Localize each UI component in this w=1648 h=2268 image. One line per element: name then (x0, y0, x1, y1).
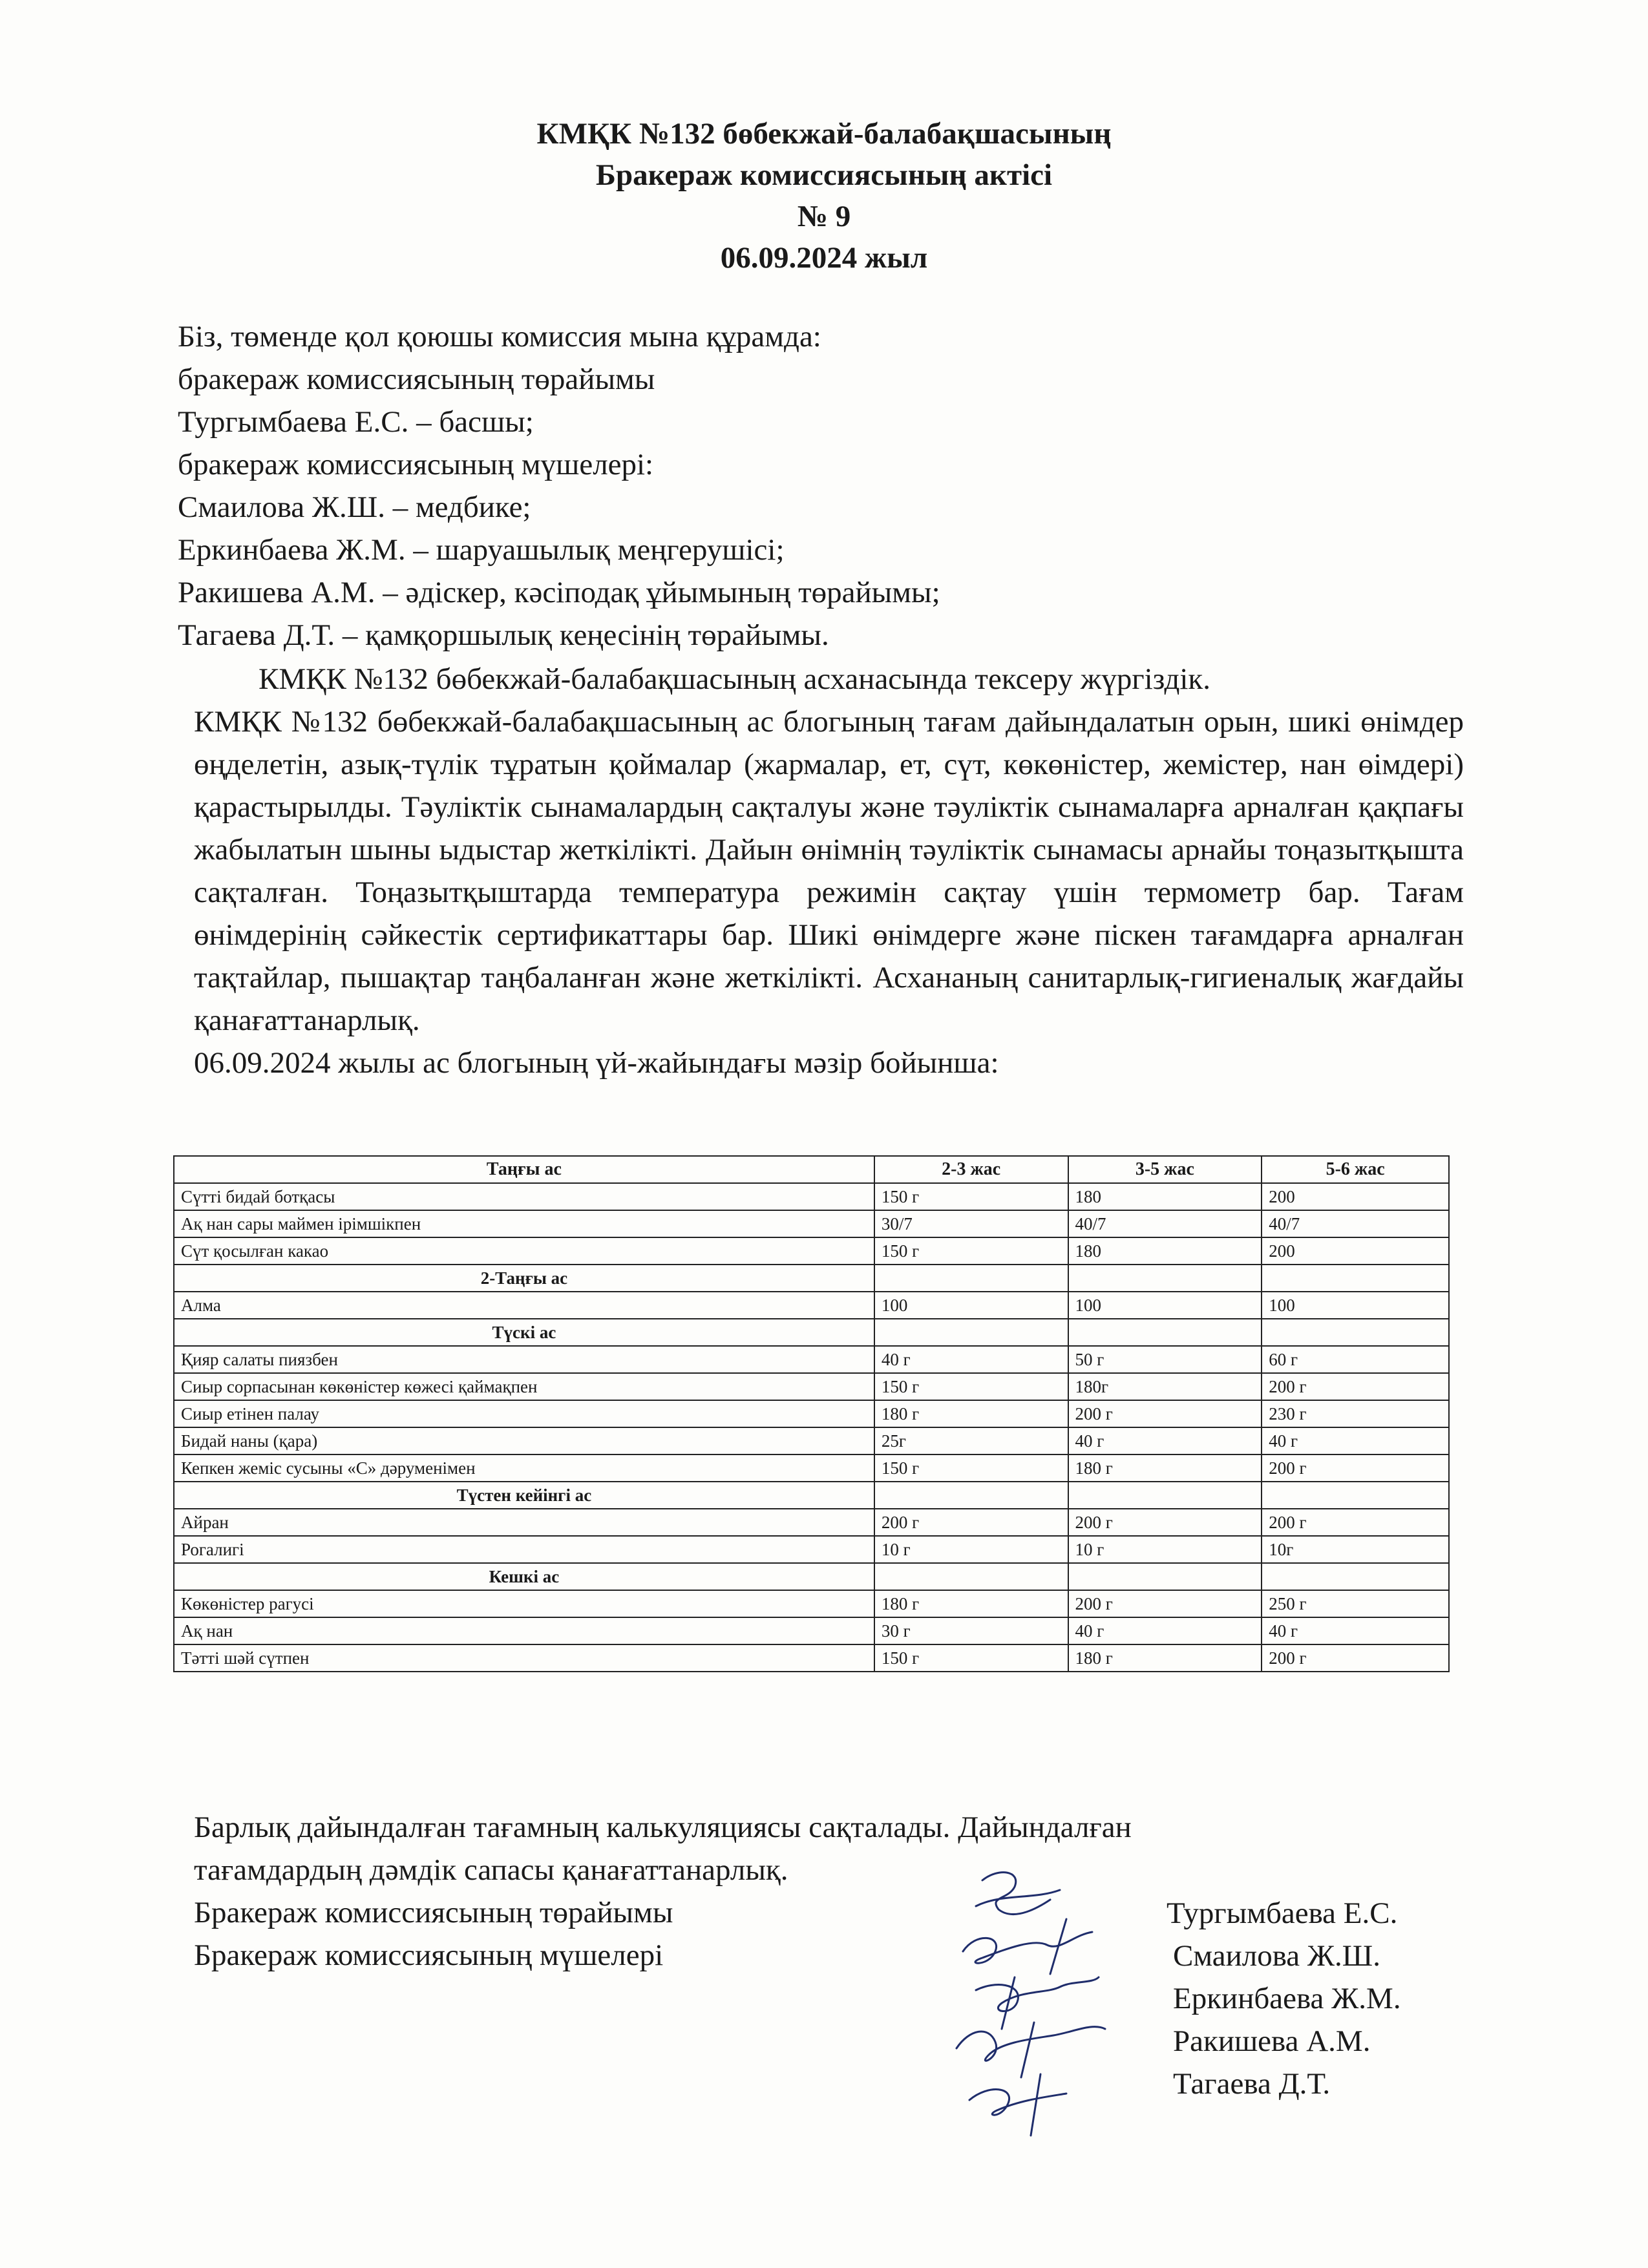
portion-3-5: 180г (1068, 1373, 1262, 1400)
signer-name: Ракишева А.М. (1173, 2024, 1371, 2058)
empty-cell (1262, 1265, 1449, 1292)
meal-section-title: Түстен кейінгі ас (174, 1482, 874, 1509)
portion-3-5: 180 (1068, 1183, 1262, 1210)
empty-cell (874, 1563, 1068, 1590)
dish-row (174, 1183, 1449, 1210)
dish-name: Ақ нан (174, 1617, 874, 1644)
signer-names (1167, 1892, 1401, 2105)
closing-line: тағамдардың дәмдік сапасы қанағаттанарлық. (194, 1853, 788, 1887)
dish-name: Қияр салаты пиязбен (174, 1346, 874, 1373)
portion-3-5: 180 г (1068, 1454, 1262, 1482)
column-header: Таңғы ас (174, 1156, 874, 1183)
empty-cell (874, 1319, 1068, 1346)
column-header: 3-5 жас (1068, 1156, 1262, 1183)
dish-name: Ақ нан сары маймен ірімшікпен (174, 1210, 874, 1237)
empty-cell (1068, 1319, 1262, 1346)
meal-section-row (174, 1482, 1449, 1509)
portion-2-3: 150 г (874, 1644, 1068, 1672)
dish-name: Сиыр етінен палау (174, 1400, 874, 1427)
portion-5-6: 10г (1262, 1536, 1449, 1563)
portion-2-3: 150 г (874, 1237, 1068, 1265)
signer-name: Тагаева Д.Т. (1173, 2067, 1331, 2101)
empty-cell (1262, 1482, 1449, 1509)
empty-cell (1262, 1319, 1449, 1346)
dish-row (174, 1210, 1449, 1237)
dish-name: Алма (174, 1292, 874, 1319)
meal-section-title: 2-Таңғы ас (174, 1265, 874, 1292)
menu-intro-line: 06.09.2024 жылы ас блогының үй-жайындағы мәзір бойынша: (194, 1046, 999, 1080)
dish-row (174, 1644, 1449, 1672)
signer-name: Еркинбаева Ж.М. (1173, 1982, 1401, 2015)
portion-5-6: 200 (1262, 1237, 1449, 1265)
portion-2-3: 200 г (874, 1509, 1068, 1536)
meal-section-title: Түскі ас (174, 1319, 874, 1346)
dish-row (174, 1400, 1449, 1427)
intro-line: Еркинбаева Ж.М. – шаруашылық меңгерушісі; (178, 533, 785, 567)
portion-3-5: 40/7 (1068, 1210, 1262, 1237)
dish-row (174, 1427, 1449, 1454)
portion-3-5: 200 г (1068, 1400, 1262, 1427)
handwritten-signatures (937, 1861, 1150, 2139)
commission-intro (178, 315, 1470, 656)
signer-name: Тургымбаева Е.С. (1167, 1896, 1398, 1930)
dish-row (174, 1373, 1449, 1400)
portion-5-6: 250 г (1262, 1590, 1449, 1617)
meal-section-row (174, 1563, 1449, 1590)
portion-2-3: 150 г (874, 1183, 1068, 1210)
portion-5-6: 40/7 (1262, 1210, 1449, 1237)
portion-3-5: 180 г (1068, 1644, 1262, 1672)
intro-line: Тагаева Д.Т. – қамқоршылық кеңесінің төрайымы. (178, 618, 829, 652)
act-number: № 9 (797, 200, 851, 233)
portion-3-5: 100 (1068, 1292, 1262, 1319)
empty-cell (1068, 1482, 1262, 1509)
dish-name: Айран (174, 1509, 874, 1536)
empty-cell (1262, 1563, 1449, 1590)
dish-row (174, 1590, 1449, 1617)
intro-line: Смаилова Ж.Ш. – медбике; (178, 490, 531, 524)
portion-5-6: 200 г (1262, 1509, 1449, 1536)
portion-5-6: 200 г (1262, 1454, 1449, 1482)
dish-row (174, 1454, 1449, 1482)
meal-section-title: Кешкі ас (174, 1563, 874, 1590)
portion-3-5: 40 г (1068, 1427, 1262, 1454)
signature-strokes (956, 1873, 1105, 2136)
signer-name: Смаилова Ж.Ш. (1173, 1939, 1380, 1973)
portion-2-3: 40 г (874, 1346, 1068, 1373)
chairperson-label: Бракераж комиссиясының төрайымы (194, 1896, 673, 1929)
portion-5-6: 100 (1262, 1292, 1449, 1319)
column-header: 2-3 жас (874, 1156, 1068, 1183)
dish-name: Көкөністер рагусі (174, 1590, 874, 1617)
inspection-paragraph: КМҚК №132 бөбекжай-балабақшасының ас блогының тағам дайындалатын орын, шикі өнімдер өңделетін, азық-түлік тұратын қоймалар (жармалар, ет, сүт, көкөністер, жемістер, нан өімдері) қарастырылды. Тәуліктік сынамалардың сақталуы және тәуліктік сынамаларға арналған қақпағы жабылатын шыны ыдыстар жеткілікті. Дайын өнімнің тәуліктік сынамасы арнайы тоңазытқышта сақталған. Тоңазытқыштарда температура режимін сақтау үшін термометр бар. Тағам өнімдерінің сәйкестік сертификаттары бар. Шикі өнімдерге және піскен тағамдарға арналған тақтайлар, пышақтар таңбаланған және жеткілікті. Асхананың санитарлық-гигиеналық жағдайы қанағаттанарлық. (194, 705, 1464, 1037)
dish-row (174, 1237, 1449, 1265)
dish-name: Сиыр сорпасынан көкөністер көжесі қаймақпен (174, 1373, 874, 1400)
dish-name: Кепкен жеміс сусыны «С» дәруменімен (174, 1454, 874, 1482)
act-title: Бракераж комиссиясының актісі (595, 158, 1053, 192)
portion-3-5: 50 г (1068, 1346, 1262, 1373)
menu-table (173, 1155, 1450, 1672)
inspection-statement: КМҚК №132 бөбекжай-балабақшасының асханасында тексеру жүргіздік. (259, 662, 1210, 696)
dish-row (174, 1509, 1449, 1536)
menu-table-body (174, 1183, 1449, 1672)
organization-title: КМҚК №132 бөбекжай-балабақшасының (536, 117, 1112, 151)
empty-cell (874, 1482, 1068, 1509)
column-header: 5-6 жас (1262, 1156, 1449, 1183)
portion-2-3: 30 г (874, 1617, 1068, 1644)
dish-name: Тәтті шәй сүтпен (174, 1644, 874, 1672)
portion-2-3: 30/7 (874, 1210, 1068, 1237)
intro-line: Ракишева А.М. – әдіскер, кәсіподақ ұйымының төрайымы; (178, 576, 940, 609)
portion-5-6: 40 г (1262, 1427, 1449, 1454)
portion-5-6: 200 г (1262, 1373, 1449, 1400)
document-header (0, 113, 1648, 278)
portion-2-3: 25г (874, 1427, 1068, 1454)
dish-row (174, 1617, 1449, 1644)
dish-row (174, 1292, 1449, 1319)
portion-2-3: 100 (874, 1292, 1068, 1319)
intro-line: Біз, төменде қол қоюшы комиссия мына құрамда: (178, 320, 821, 353)
portion-3-5: 200 г (1068, 1509, 1262, 1536)
portion-5-6: 230 г (1262, 1400, 1449, 1427)
dish-row (174, 1346, 1449, 1373)
empty-cell (1068, 1563, 1262, 1590)
dish-row (174, 1536, 1449, 1563)
act-date: 06.09.2024 жыл (720, 241, 928, 275)
meal-section-row (174, 1265, 1449, 1292)
inspection-text (194, 658, 1464, 1084)
portion-2-3: 180 г (874, 1400, 1068, 1427)
portion-3-5: 40 г (1068, 1617, 1262, 1644)
intro-line: бракераж комиссиясының мүшелері: (178, 448, 654, 481)
portion-2-3: 180 г (874, 1590, 1068, 1617)
empty-cell (874, 1265, 1068, 1292)
portion-5-6: 200 г (1262, 1644, 1449, 1672)
portion-3-5: 200 г (1068, 1590, 1262, 1617)
portion-5-6: 60 г (1262, 1346, 1449, 1373)
meal-section-row (174, 1319, 1449, 1346)
portion-5-6: 200 (1262, 1183, 1449, 1210)
portion-2-3: 150 г (874, 1454, 1068, 1482)
portion-2-3: 150 г (874, 1373, 1068, 1400)
members-label: Бракераж комиссиясының мүшелері (194, 1938, 664, 1972)
dish-name: Бидай наны (қара) (174, 1427, 874, 1454)
portion-3-5: 180 (1068, 1237, 1262, 1265)
dish-name: Сүт қосылған какао (174, 1237, 874, 1265)
menu-header-row (174, 1156, 1449, 1183)
empty-cell (1068, 1265, 1262, 1292)
dish-name: Сүтті бидай ботқасы (174, 1183, 874, 1210)
portion-3-5: 10 г (1068, 1536, 1262, 1563)
intro-line: бракераж комиссиясының төрайымы (178, 362, 655, 396)
portion-5-6: 40 г (1262, 1617, 1449, 1644)
closing-line: Барлық дайындалған тағамның калькуляциясы сақталады. Дайындалған (194, 1811, 1132, 1844)
dish-name: Рогалигі (174, 1536, 874, 1563)
intro-line: Тургымбаева Е.С. – басшы; (178, 405, 534, 439)
portion-2-3: 10 г (874, 1536, 1068, 1563)
